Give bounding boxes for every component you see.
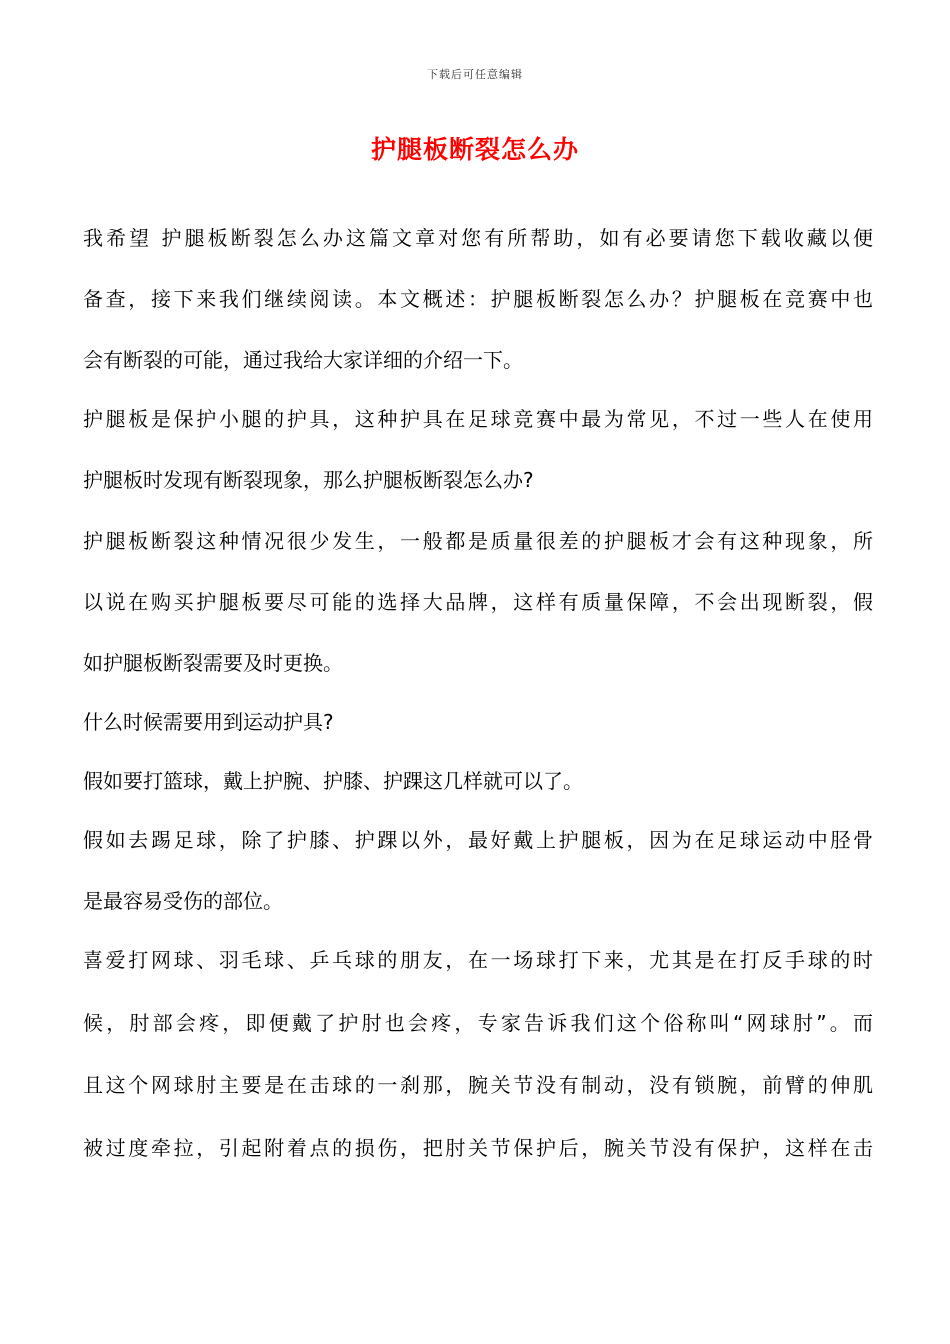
body-line-16: 被过度牵拉，引起附着点的损伤，把肘关节保护后，腕关节没有保护，这样在击 bbox=[83, 1136, 873, 1160]
header-note: 下载后可任意编辑 bbox=[427, 68, 523, 81]
body-line-1: 我希望 护腿板断裂怎么办这篇文章对您有所帮助，如有必要请您下载收藏以便 bbox=[83, 226, 873, 250]
body-line-9: 什么时候需要用到运动护具? bbox=[83, 710, 334, 734]
document-title: 护腿板断裂怎么办 bbox=[370, 135, 579, 164]
body-line-14: 候，肘部会疼，即便戴了护肘也会疼，专家告诉我们这个俗称叫“网球肘”。而 bbox=[83, 1011, 873, 1035]
body-line-8: 如护腿板断裂需要及时更换。 bbox=[83, 651, 343, 675]
body-line-2: 备查，接下来我们继续阅读。本文概述：护腿板断裂怎么办？护腿板在竞赛中也 bbox=[83, 287, 873, 311]
body-line-13: 喜爱打网球、羽毛球、乒乓球的朋友，在一场球打下来，尤其是在打反手球的时 bbox=[83, 948, 873, 972]
body-line-12: 是最容易受伤的部位。 bbox=[83, 889, 283, 913]
body-line-7: 以说在购买护腿板要尽可能的选择大品牌，这样有质量保障，不会出现断裂，假 bbox=[83, 590, 873, 614]
body-line-11: 假如去踢足球，除了护膝、护踝以外，最好戴上护腿板，因为在足球运动中胫骨 bbox=[83, 828, 873, 852]
body-line-15: 且这个网球肘主要是在击球的一刹那，腕关节没有制动，没有锁腕，前臂的伸肌 bbox=[83, 1073, 873, 1097]
body-line-6: 护腿板断裂这种情况很少发生，一般都是质量很差的护腿板才会有这种现象，所 bbox=[83, 529, 873, 553]
body-line-10: 假如要打篮球，戴上护腕、护膝、护踝这几样就可以了。 bbox=[83, 769, 583, 793]
body-line-5: 护腿板时发现有断裂现象，那么护腿板断裂怎么办? bbox=[83, 468, 534, 492]
body-line-3: 会有断裂的可能，通过我给大家详细的介绍一下。 bbox=[83, 348, 523, 372]
body-line-4: 护腿板是保护小腿的护具，这种护具在足球竞赛中最为常见，不过一些人在使用 bbox=[83, 407, 873, 431]
